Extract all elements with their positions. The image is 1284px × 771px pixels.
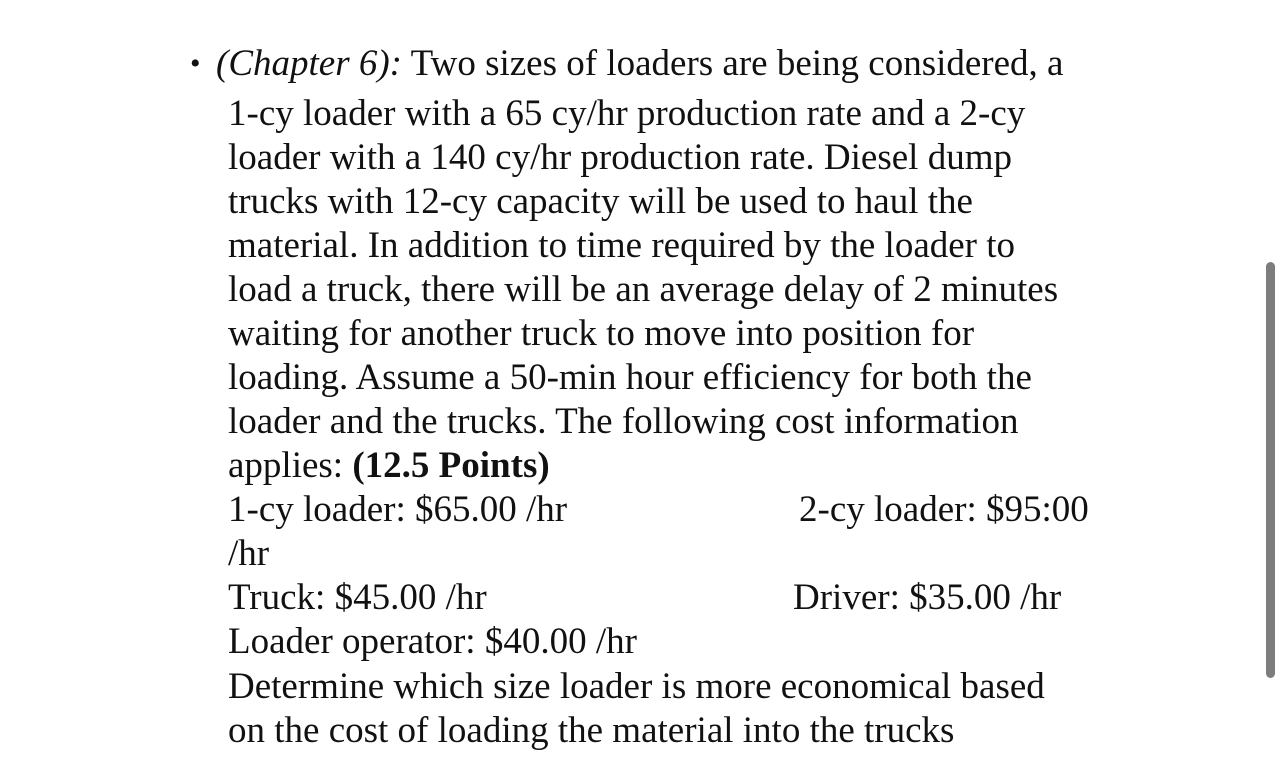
question-first-line [216,45,1063,83]
cost-loader-operator: Loader operator: $40.00 /hr [228,621,637,662]
question-line-8: loading. Assume a 50-min hour efficiency for both the [228,357,1032,398]
scrollbar-thumb[interactable] [1266,262,1275,678]
cost-loader-2cy-unit: /hr [228,533,270,574]
cost-truck: Truck: $45.00 /hr [228,577,487,618]
cost-loader-2cy: 2-cy loader: $95:00 [799,489,1089,530]
applies-label: applies: [228,445,344,486]
question-line-10 [228,447,550,485]
question-line-3: loader with a 140 cy/hr production rate. Diesel dump [228,137,1012,178]
question-line-4: trucks with 12-cy capacity will be used to haul the [228,181,973,222]
question-line-9: loader and the trucks. The following cost information [228,401,1019,442]
cost-driver: Driver: $35.00 /hr [793,577,1062,618]
question-line-6: load a truck, there will be an average delay of 2 minutes [228,269,1059,310]
question-line-1: Two sizes of loaders are being considered, a [410,43,1064,84]
question-line-5: material. In addition to time required by the loader to [228,225,1016,266]
task-line-1: Determine which size loader is more economical based [228,666,1045,707]
bullet-marker: • [190,47,201,80]
question-line-2: 1-cy loader with a 65 cy/hr production rate and a 2-cy [228,93,1026,134]
chapter-label: (Chapter 6): [216,43,402,84]
cost-loader-1cy: 1-cy loader: $65.00 /hr [228,489,568,530]
task-line-2: on the cost of loading the material into the trucks [228,710,955,751]
question-line-7: waiting for another truck to move into position for [228,313,975,354]
points-label: (12.5 Points) [352,445,550,486]
